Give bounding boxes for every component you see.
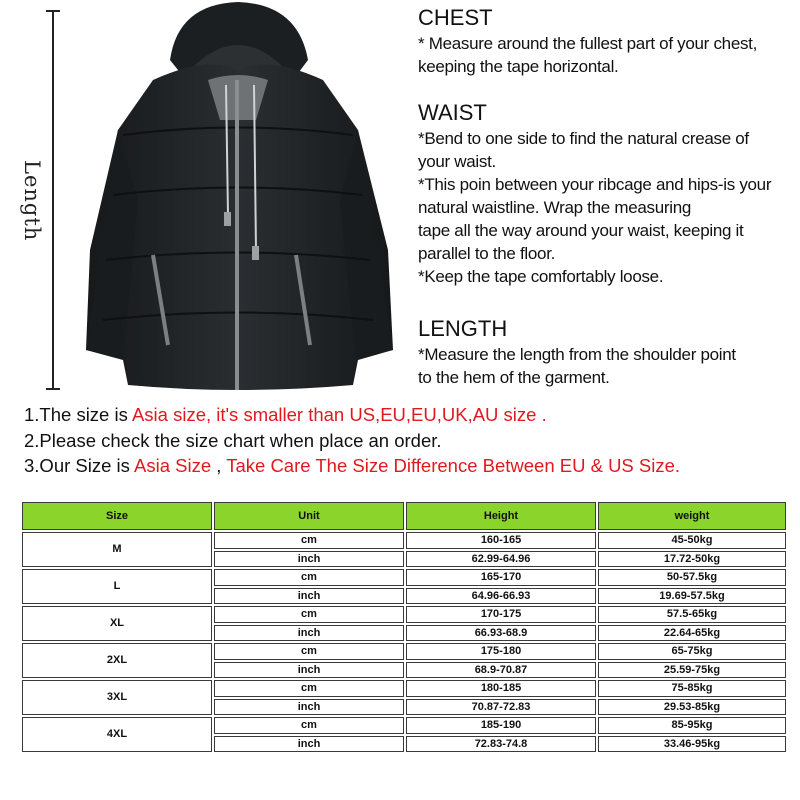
table-row bbox=[22, 643, 786, 660]
table-row bbox=[22, 717, 786, 734]
unit-cell: cm bbox=[214, 606, 404, 623]
chest-line: keeping the tape horizontal. bbox=[418, 57, 619, 76]
note-1-warning: Asia size, it's smaller than US,EU,EU,UK,AU size . bbox=[131, 404, 547, 425]
length-line: *Measure the length from the shoulder point bbox=[418, 345, 736, 364]
size-cell: 2XL bbox=[22, 643, 212, 678]
chest-heading: CHEST bbox=[418, 5, 493, 30]
weight-cell: 33.46-95kg bbox=[598, 736, 786, 753]
height-cell: 64.96-66.93 bbox=[406, 588, 596, 605]
note-3-separator: , bbox=[211, 455, 227, 476]
unit-cell: inch bbox=[214, 588, 404, 605]
weight-cell: 85-95kg bbox=[598, 717, 786, 734]
size-cell: M bbox=[22, 532, 212, 567]
note-2: 2.Please check the size chart when place an order. bbox=[24, 429, 442, 451]
header-unit: Unit bbox=[214, 502, 404, 530]
weight-cell: 45-50kg bbox=[598, 532, 786, 549]
waist-line: *Keep the tape comfortably loose. bbox=[418, 267, 664, 286]
table-row bbox=[22, 532, 786, 549]
weight-cell: 29.53-85kg bbox=[598, 699, 786, 716]
unit-cell: cm bbox=[214, 532, 404, 549]
waist-line: your waist. bbox=[418, 152, 496, 171]
header-height: Height bbox=[406, 502, 596, 530]
length-line: to the hem of the garment. bbox=[418, 368, 610, 387]
weight-cell: 65-75kg bbox=[598, 643, 786, 660]
jacket-image bbox=[58, 0, 408, 400]
height-cell: 185-190 bbox=[406, 717, 596, 734]
measure-shaft bbox=[52, 10, 54, 390]
note-3-prefix: 3.Our Size is bbox=[24, 455, 135, 476]
note-3 bbox=[24, 453, 794, 479]
size-table bbox=[20, 500, 788, 754]
weight-cell: 50-57.5kg bbox=[598, 569, 786, 586]
length-heading: LENGTH bbox=[418, 316, 508, 341]
note-1-prefix: 1.The size is bbox=[24, 404, 132, 425]
waist-heading: WAIST bbox=[418, 100, 487, 125]
weight-cell: 17.72-50kg bbox=[598, 551, 786, 568]
height-cell: 160-165 bbox=[406, 532, 596, 549]
weight-cell: 22.64-65kg bbox=[598, 625, 786, 642]
table-row bbox=[22, 680, 786, 697]
header-size: Size bbox=[22, 502, 212, 530]
height-cell: 70.87-72.83 bbox=[406, 699, 596, 716]
waist-line: natural waistline. Wrap the measuring bbox=[418, 198, 692, 217]
height-cell: 62.99-64.96 bbox=[406, 551, 596, 568]
unit-cell: inch bbox=[214, 551, 404, 568]
unit-cell: inch bbox=[214, 662, 404, 679]
height-cell: 170-175 bbox=[406, 606, 596, 623]
height-cell: 165-170 bbox=[406, 569, 596, 586]
height-cell: 72.83-74.8 bbox=[406, 736, 596, 753]
unit-cell: inch bbox=[214, 625, 404, 642]
note-3-warning: Take Care The Size Difference Between EU & US Size. bbox=[226, 455, 681, 476]
height-cell: 175-180 bbox=[406, 643, 596, 660]
chest-line: * Measure around the fullest part of your chest, bbox=[418, 34, 758, 53]
size-cell: L bbox=[22, 569, 212, 604]
weight-cell: 19.69-57.5kg bbox=[598, 588, 786, 605]
height-cell: 180-185 bbox=[406, 680, 596, 697]
unit-cell: cm bbox=[214, 643, 404, 660]
weight-cell: 75-85kg bbox=[598, 680, 786, 697]
height-cell: 66.93-68.9 bbox=[406, 625, 596, 642]
unit-cell: inch bbox=[214, 699, 404, 716]
waist-section bbox=[418, 99, 798, 288]
waist-line: *This poin between your ribcage and hips-is your bbox=[418, 175, 772, 194]
waist-line: tape all the way around your waist, keeping it bbox=[418, 221, 744, 240]
size-cell: 3XL bbox=[22, 680, 212, 715]
waist-line: *Bend to one side to find the natural crease of bbox=[418, 129, 749, 148]
size-cell: XL bbox=[22, 606, 212, 641]
table-header-row bbox=[22, 502, 786, 530]
weight-cell: 57.5-65kg bbox=[598, 606, 786, 623]
waist-line: parallel to the floor. bbox=[418, 244, 556, 263]
unit-cell: inch bbox=[214, 736, 404, 753]
note-3-asia-size: Asia Size bbox=[134, 455, 212, 476]
header-weight: weight bbox=[598, 502, 786, 530]
length-section bbox=[418, 315, 798, 389]
unit-cell: cm bbox=[214, 717, 404, 734]
size-chart bbox=[20, 500, 778, 754]
size-cell: 4XL bbox=[22, 717, 212, 752]
weight-cell: 25.59-75kg bbox=[598, 662, 786, 679]
note-1 bbox=[24, 402, 794, 428]
table-row bbox=[22, 569, 786, 586]
size-notes bbox=[24, 402, 794, 479]
height-cell: 68.9-70.87 bbox=[406, 662, 596, 679]
table-row bbox=[22, 606, 786, 623]
unit-cell: cm bbox=[214, 680, 404, 697]
chest-section bbox=[418, 4, 798, 78]
length-label: Length bbox=[20, 160, 44, 242]
unit-cell: cm bbox=[214, 569, 404, 586]
